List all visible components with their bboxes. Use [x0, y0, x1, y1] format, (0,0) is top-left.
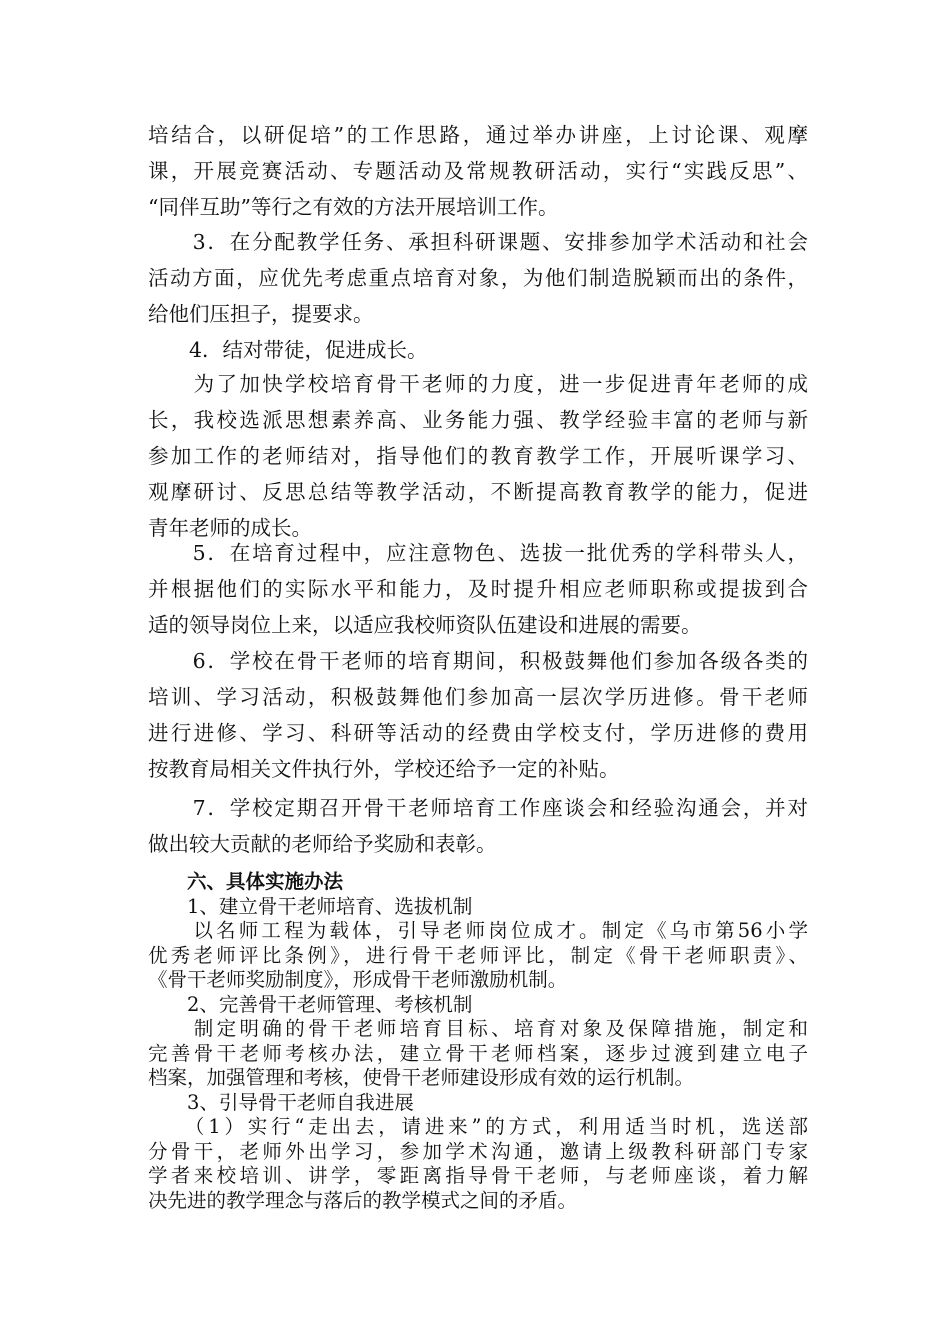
paragraph-item-3	[148, 224, 808, 332]
text-line: 优秀老师评比条例》，进行骨干老师评比，制定《骨干老师职责》、	[148, 943, 808, 967]
text-line: 做出较大贡献的老师给予奖励和表彰。	[148, 832, 497, 856]
subsection-heading: 2、完善骨干老师管理、考核机制	[148, 992, 473, 1016]
text-line: 进行进修、学习、科研等活动的经费由学校支付，学历进修的费用	[148, 721, 808, 745]
section-implementation	[148, 870, 808, 1213]
text-line: 以名师工程为载体，引导老师岗位成才。制定《乌市第56小学	[148, 919, 808, 942]
text-line: “同伴互助”等行之有效的方法开展培训工作。	[148, 195, 559, 219]
paragraph-continuation	[148, 117, 808, 225]
text-line: 6．学校在骨干老师的培育期间，积极鼓舞他们参加各级各类的	[148, 649, 808, 673]
section-heading: 六、具体实施办法	[148, 870, 344, 893]
subsection-heading: 3、引导骨干老师自我进展	[148, 1090, 414, 1114]
text-line: 培结合，以研促培”的工作思路，通过举办讲座，上讨论课、观摩	[148, 123, 808, 147]
text-line: 长，我校选派思想素养高、业务能力强、教学经验丰富的老师与新	[148, 408, 808, 432]
text-line: 决先进的教学理念与落后的教学模式之间的矛盾。	[148, 1188, 578, 1212]
text-line: 青年老师的成长。	[148, 516, 312, 540]
text-line: 《骨干老师奖励制度》，形成骨干老师激励机制。	[148, 968, 568, 991]
text-line: 7．学校定期召开骨干老师培育工作座谈会和经验沟通会，并对	[148, 796, 808, 820]
text-line: 4．结对带徒，促进成长。	[148, 338, 428, 362]
text-line: 参加工作的老师结对，指导他们的教育教学工作，开展听课学习、	[148, 444, 808, 468]
text-line: 学者来校培训、讲学，零距离指导骨干老师，与老师座谈，着力解	[148, 1164, 808, 1187]
text-line: 3．在分配教学任务、承担科研课题、安排参加学术活动和社会	[148, 230, 808, 254]
paragraph-item-7	[148, 790, 808, 862]
text-line: 培训、学习活动，积极鼓舞他们参加高一层次学历进修。骨干老师	[148, 685, 808, 709]
paragraph-pairing	[148, 366, 808, 546]
paragraph-item-6	[148, 643, 808, 787]
text-line: 按教育局相关文件执行外，学校还给予一定的补贴。	[148, 757, 620, 781]
text-line: 观摩研讨、反思总结等教学活动，不断提高教育教学的能力，促进	[148, 480, 808, 504]
text-line: 适的领导岗位上来，以适应我校师资队伍建设和进展的需要。	[148, 613, 702, 637]
text-line: 分骨干，老师外出学习，参加学术沟通，邀请上级教科研部门专家	[148, 1139, 808, 1163]
text-line: 活动方面，应优先考虑重点培育对象，为他们制造脱颖而出的条件，	[148, 266, 808, 290]
subsection-heading: 1、建立骨干老师培育、选拔机制	[148, 894, 473, 918]
text-line: 并根据他们的实际水平和能力，及时提升相应老师职称或提拔到合	[148, 577, 808, 601]
paragraph-item-5	[148, 535, 808, 643]
text-line: 制定明确的骨干老师培育目标、培育对象及保障措施，制定和	[148, 1017, 808, 1040]
text-line: 档案，加强管理和考核，使骨干老师建设形成有效的运行机制。	[148, 1066, 695, 1089]
text-line: 给他们压担子，提要求。	[148, 302, 374, 326]
text-line: 5．在培育过程中，应注意物色、选拔一批优秀的学科带头人，	[148, 541, 808, 565]
text-line: 为了加快学校培育骨干老师的力度，进一步促进青年老师的成	[148, 372, 808, 396]
paragraph-item-4	[148, 332, 808, 368]
text-line: 完善骨干老师考核办法，建立骨干老师档案，逐步过渡到建立电子	[148, 1041, 808, 1065]
text-line: 课，开展竞赛活动、专题活动及常规教研活动，实行“实践反思”、	[148, 159, 808, 183]
text-line: （1）实行“走出去，请进来”的方式，利用适当时机，选送部	[148, 1115, 808, 1138]
